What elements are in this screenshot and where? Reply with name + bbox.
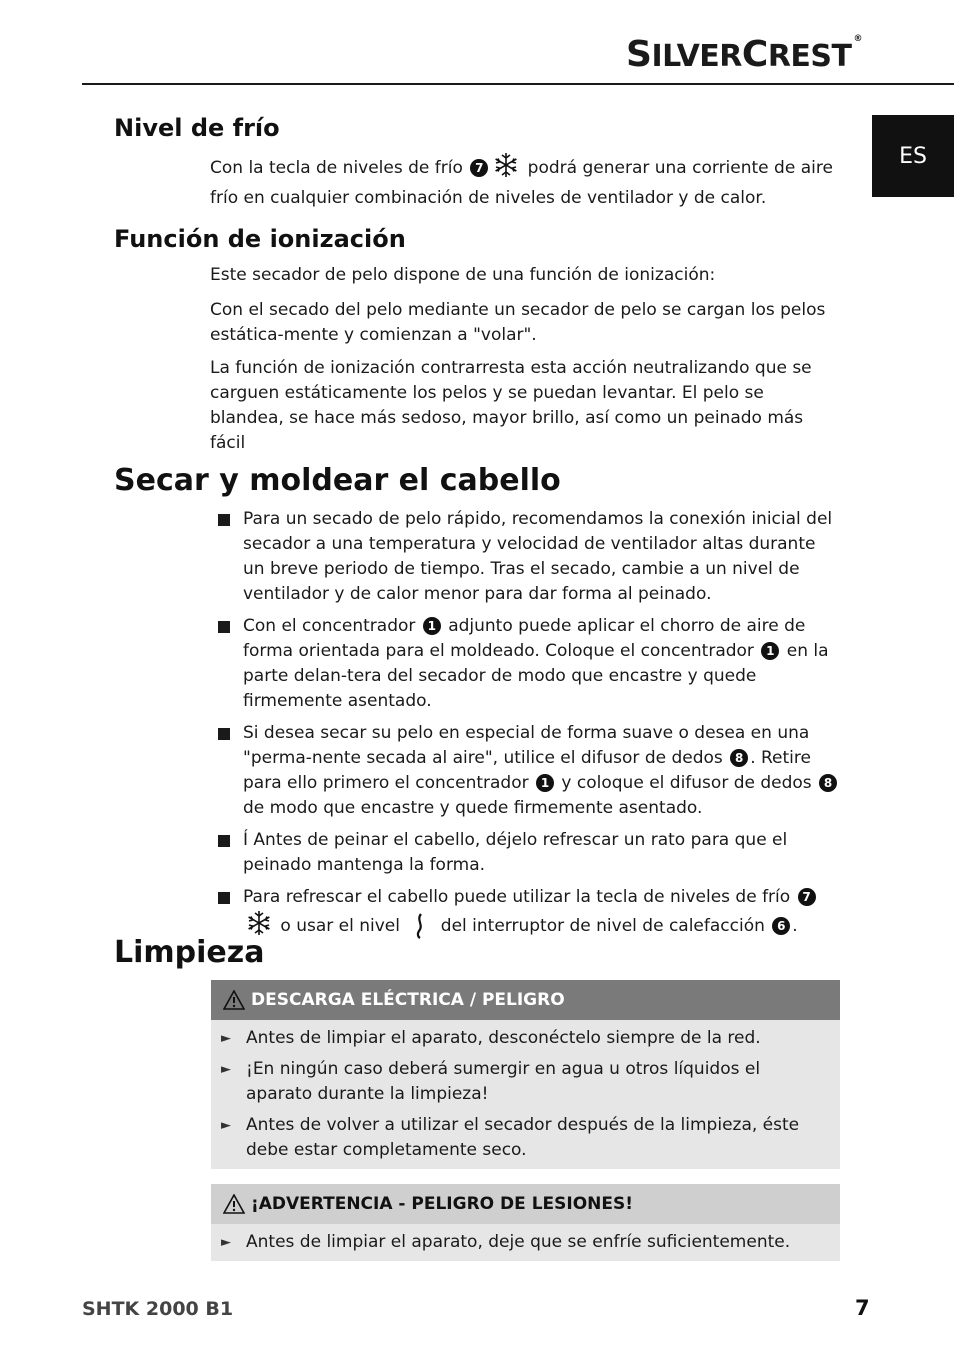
square-bullet-icon <box>218 892 230 904</box>
list-item <box>219 1026 830 1051</box>
triangle-bullet-icon: ► <box>221 1031 231 1046</box>
number-badge: 1 <box>761 642 779 660</box>
square-bullet-icon <box>218 621 230 633</box>
text-run: en la parte delan-tera del secador de modo que encastre y quede firmemente asentado. <box>243 641 829 711</box>
snowflake-icon <box>493 152 519 186</box>
number-badge: 7 <box>470 159 488 177</box>
warning-triangle-icon <box>223 990 245 1010</box>
section-title-ionizacion: Función de ionización <box>114 225 406 253</box>
warning-box-header <box>211 980 840 1020</box>
language-tab: ES <box>872 115 954 197</box>
text-run: adjunto puede aplicar el chorro de aire de forma orientada para el moldeado. Coloque el concentrador <box>243 616 806 661</box>
list-item-text: Antes de volver a utilizar el secador después de la limpieza, éste debe estar completamente seco. <box>246 1115 800 1160</box>
warning-title: ¡ADVERTENCIA - PELIGRO DE LESIONES! <box>251 1194 633 1214</box>
list-item <box>219 1057 830 1107</box>
warning-list <box>211 1224 840 1261</box>
square-bullet-icon <box>218 835 230 847</box>
registered-mark: ® <box>853 34 862 44</box>
section-title-nivel-frio: Nivel de frío <box>114 114 280 142</box>
list-item <box>216 885 841 947</box>
text-run: . <box>792 916 798 936</box>
list-item-text: Para un secado de pelo rápido, recomendamos la conexión inicial del secador a una temperatura y velocidad de ventilador altas durante un breve periodo de tiempo. Tras el secado, cambie a un nivel de ventilador y de calor menor para dar forma al peinado. <box>243 509 833 604</box>
triangle-bullet-icon: ► <box>221 1235 231 1250</box>
number-badge: 8 <box>819 774 837 792</box>
text-run: Con la tecla de niveles de frío <box>210 158 469 178</box>
ionizacion-p1: Este secador de pelo dispone de una función de ionización: <box>210 265 716 285</box>
text-run: o usar el nivel <box>275 916 406 936</box>
heat-wave-icon <box>415 913 425 947</box>
warning-box-injury <box>211 1184 840 1261</box>
triangle-bullet-icon: ► <box>221 1118 231 1133</box>
list-item-text: ¡En ningún caso deberá sumergir en agua u otros líquidos el aparato durante la limpieza! <box>246 1059 761 1104</box>
warning-title: DESCARGA ELÉCTRICA / PELIGRO <box>251 990 565 1010</box>
ionizacion-p2: Con el secado del pelo mediante un secador de pelo se cargan los pelos estática-mente y comienzan a "volar". <box>210 300 826 345</box>
secar-bullet-list <box>216 507 841 954</box>
square-bullet-icon <box>218 728 230 740</box>
text-run: Para refrescar el cabello puede utilizar la tecla de niveles de frío <box>243 887 796 907</box>
header-rule <box>82 83 954 85</box>
list-item-text: Í Antes de peinar el cabello, déjelo refrescar un rato para que el peinado mantenga la forma. <box>243 830 788 875</box>
text-run: Con el concentrador <box>243 616 421 636</box>
number-badge: 1 <box>423 617 441 635</box>
footer-model: SHTK 2000 B1 <box>82 1298 234 1320</box>
warning-list <box>211 1020 840 1169</box>
text-run: y coloque el difusor de dedos <box>556 773 818 793</box>
square-bullet-icon <box>218 514 230 526</box>
text-run: del interruptor de nivel de calefacción <box>435 916 771 936</box>
ionizacion-p3: La función de ionización contrarresta esta acción neutralizando que se carguen estáticamente los pelos y se puedan levantar. El pelo se blandea, se hace más sedoso, mayor brillo, así como un peinado más fácil <box>210 358 812 453</box>
warning-box-electric <box>211 980 840 1169</box>
section-title-limpieza: Limpieza <box>114 935 265 970</box>
triangle-bullet-icon: ► <box>221 1062 231 1077</box>
list-item <box>216 614 841 714</box>
number-badge: 7 <box>798 888 816 906</box>
list-item <box>216 828 841 878</box>
list-item <box>219 1113 830 1163</box>
list-item <box>216 721 841 821</box>
number-badge: 1 <box>536 774 554 792</box>
number-badge: 6 <box>772 917 790 935</box>
brand-letters: ILVER <box>651 39 742 74</box>
list-item-text: Antes de limpiar el aparato, deje que se enfríe suficientemente. <box>246 1232 791 1252</box>
brand-letter: C <box>741 34 768 75</box>
page-number: 7 <box>855 1296 870 1320</box>
warning-triangle-icon <box>223 1194 245 1214</box>
brand-letters: REST <box>767 39 852 74</box>
section-title-secar: Secar y moldear el cabello <box>114 463 561 498</box>
text-run: podrá generar una corriente de aire frío en cualquier combinación de niveles de ventilador y de calor. <box>210 158 833 208</box>
brand-logo <box>626 34 862 75</box>
number-badge: 8 <box>730 749 748 767</box>
nivel-frio-text <box>210 152 840 211</box>
list-item <box>216 507 841 607</box>
list-item-text: Antes de limpiar el aparato, desconéctelo siempre de la red. <box>246 1028 761 1048</box>
warning-box-header <box>211 1184 840 1224</box>
brand-letter: S <box>626 34 652 75</box>
text-run: de modo que encastre y quede firmemente asentado. <box>243 798 703 818</box>
text-run: . Retire para ello primero el concentrador <box>243 748 811 793</box>
text-run: Si desea secar su pelo en especial de forma suave o desea en una "perma-nente secada al aire", utilice el difusor de dedos <box>243 723 810 768</box>
list-item <box>219 1230 830 1255</box>
